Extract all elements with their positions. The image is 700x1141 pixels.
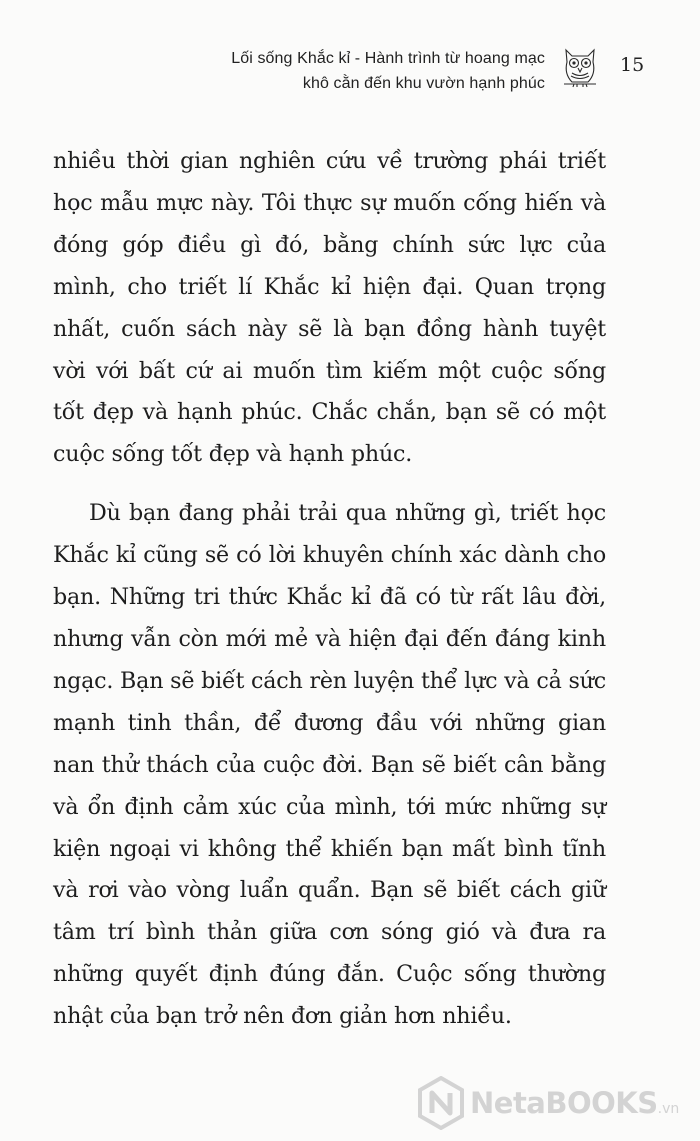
running-header	[231, 46, 545, 96]
owl-icon	[560, 44, 600, 88]
watermark-brand	[470, 1086, 679, 1120]
body-text	[53, 141, 606, 1038]
watermark-brand-name: NetaBOOKS	[470, 1086, 658, 1120]
netabooks-watermark	[417, 1076, 695, 1130]
header-title-line-1: Lối sống Khắc kỉ - Hành trình từ hoang mạc	[231, 50, 545, 67]
page-number: 15	[620, 54, 645, 76]
header-title-line-2: khô cằn đến khu vườn hạnh phúc	[302, 75, 545, 92]
watermark-suffix: .vn	[657, 1101, 680, 1117]
paragraph: Dù bạn đang phải trải qua những gì, triết học Khắc kỉ cũng sẽ có lời khuyên chính xác dành cho bạn. Những tri thức Khắc kỉ đã có từ rất lâu đời, nhưng vẫn còn mới mẻ và hiện đại đến đáng kinh ngạc. Bạn sẽ biết cách rèn luyện thể lực và cả sức mạnh tinh thần, để đương đầu với những gian nan thử thách của cuộc đời. Bạn sẽ biết cân bằng và ổn định cảm xúc của mình, tới mức những sự kiện ngoại vi không thể khiến bạn mất bình tĩnh và rơi vào vòng luẩn quẩn. Bạn sẽ biết cách giữ tâm trí bình thản giữa cơn sóng gió và đưa ra những quyết định đúng đắn. Cuộc sống thường nhật của bạn trở nên đơn giản hơn nhiều.	[53, 500, 606, 1030]
netabooks-logo-icon	[417, 1076, 465, 1130]
paragraph: nhiều thời gian nghiên cứu về trường phái triết học mẫu mực này. Tôi thực sự muốn cống hiến và đóng góp điều gì đó, bằng chính sức lực của mình, cho triết lí Khắc kỉ hiện đại. Quan trọng nhất, cuốn sách này sẽ là bạn đồng hành tuyệt vời với bất cứ ai muốn tìm kiếm một cuộc sống tốt đẹp và hạnh phúc. Chắc chắn, bạn sẽ có một cuộc sống tốt đẹp và hạnh phúc.	[53, 148, 606, 468]
